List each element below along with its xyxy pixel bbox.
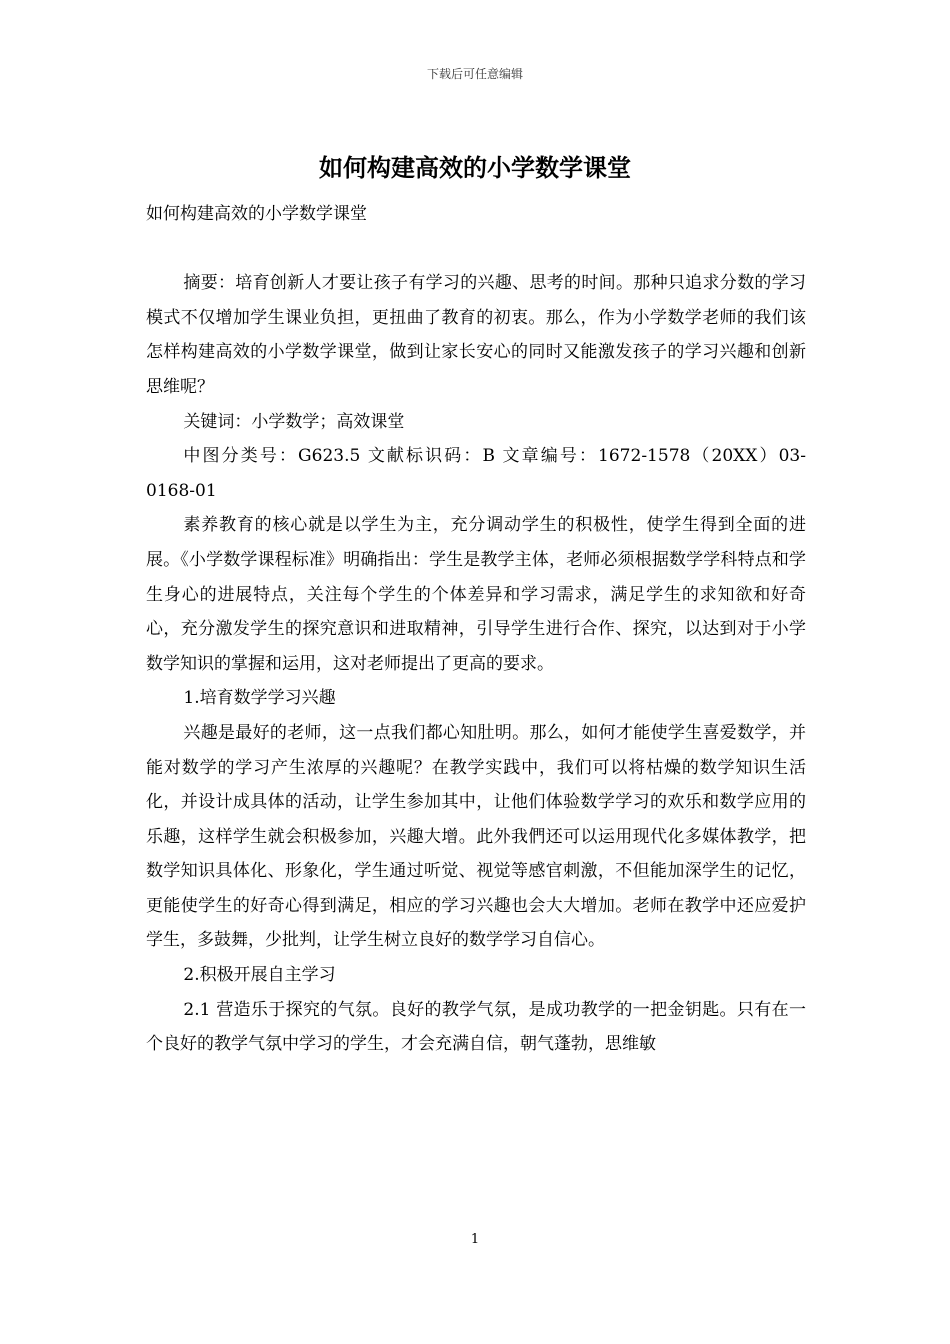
document-title: 如何构建高效的小学数学课堂 xyxy=(319,153,631,182)
blank-line xyxy=(146,232,806,267)
section-2-1-paragraph: 2.1 营造乐于探究的气氛。良好的教学气氛，是成功教学的一把金钥匙。只有在一个良好的教学气氛中学习的学生，才会充满自信，朝气蓬勃，思维敏 xyxy=(146,999,806,1055)
section-heading-2: 2.积极开展自主学习 xyxy=(183,965,336,986)
keywords-paragraph: 关键词：小学数学；高效课堂 xyxy=(183,411,405,432)
intro-paragraph: 素养教育的核心就是以学生为主，充分调动学生的积极性，使学生得到全面的进展。《小学数学课程标准》明确指出：学生是教学主体，老师必须根据数学学科特点和学生身心的进展特点，关注每个学生的个体差异和学习需求，满足学生的求知欲和好奇心，充分激发学生的探究意识和进取精神，引导学生进行合作、探究，以达到对于小学数学知识的掌握和运用，这对老师提出了更高的要求。 xyxy=(146,515,806,674)
classification-paragraph: 中图分类号：G623.5 文献标识码：B 文章编号：1672-1578（20XX）03-0168-01 xyxy=(146,446,806,501)
page-header-note: 下载后可任意编辑 xyxy=(426,67,523,81)
abstract-paragraph: 摘要：培育创新人才要让孩子有学习的兴趣、思考的时间。那种只追求分数的学习模式不仅增加学生课业负担，更扭曲了教育的初衷。那么，作为小学数学老师的我们该怎样构建高效的小学数学课堂，做到让家长安心的同时又能激发孩子的学习兴趣和创新思维呢？ xyxy=(146,273,806,397)
section-heading-1: 1.培育数学学习兴趣 xyxy=(183,688,336,709)
page-number: 1 xyxy=(470,1232,480,1247)
document-subtitle: 如何构建高效的小学数学课堂 xyxy=(146,204,367,224)
document-body xyxy=(146,197,806,1062)
section-1-paragraph: 兴趣是最好的老师，这一点我们都心知肚明。那么，如何才能使学生喜爱数学，并能对数学的学习产生浓厚的兴趣呢？在教学实践中，我们可以将枯燥的数学知识生活化，并设计成具体的活动，让学生参加其中，让他们体验数学学习的欢乐和数学应用的乐趣，这样学生就会积极参加，兴趣大增。此外我們还可以运用现代化多媒体教学，把数学知识具体化、形象化，学生通过听觉、视觉等感官刺激，不但能加深学生的记忆，更能使学生的好奇心得到满足，相应的学习兴趣也会大大增加。老师在教学中还应爱护学生，多鼓舞，少批判，让学生树立良好的数学学习自信心。 xyxy=(146,722,806,951)
